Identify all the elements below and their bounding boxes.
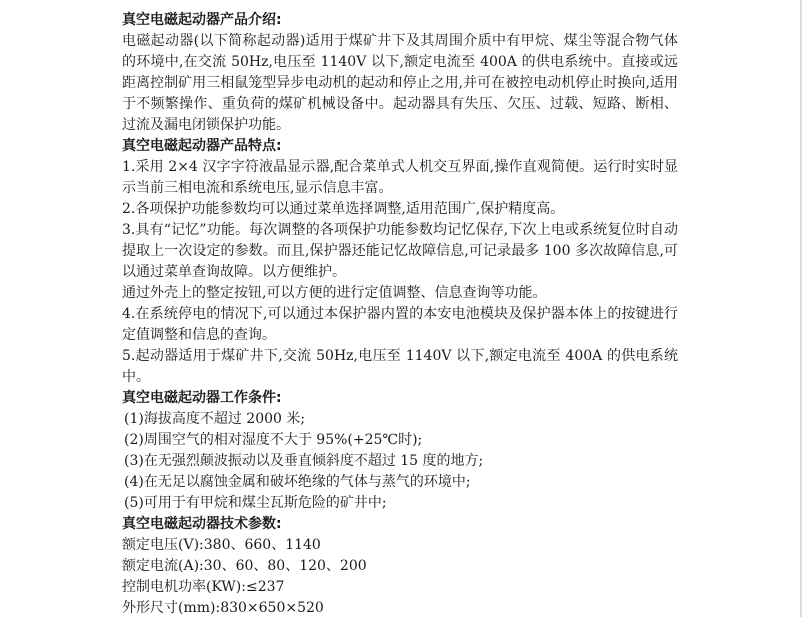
feature-item: 3.具有“记忆”功能。每次调整的各项保护功能参数均记忆保存,下次上电或系统复位时自动提取上一次设定的参数。而且,保护器还能记忆故障信息,可记录最多 100 多次故障信息,可以通过菜单查询故障。以方便维护。 bbox=[122, 222, 678, 280]
spec-rated-current: 额定电流(A):30、60、80、120、200 bbox=[122, 558, 367, 574]
spec-rated-voltage: 额定电压(V):380、660、1140 bbox=[122, 537, 321, 553]
feature-item: 5.起动器适用于煤矿井下,交流 50Hz,电压至 1140V 以下,额定电流至 400A 的供电系统中。 bbox=[122, 348, 678, 385]
condition-item: (3)在无强烈颠波振动以及垂直倾斜度不超过 15 度的地方; bbox=[124, 453, 484, 469]
heading-working-conditions: 真空电磁起动器工作条件: bbox=[122, 390, 282, 406]
spec-motor-power: 控制电机功率(KW):≤237 bbox=[122, 579, 285, 595]
document-page bbox=[122, 10, 678, 619]
condition-item: (1)海拔高度不超过 2000 米; bbox=[124, 411, 306, 427]
feature-item: 通过外壳上的整定按钮,可以方便的进行定值调整、信息查询等功能。 bbox=[122, 285, 547, 301]
heading-technical-parameters: 真空电磁起动器技术参数: bbox=[122, 516, 282, 532]
condition-item: (4)在无足以腐蚀金属和破坏绝缘的气体与蒸气的环境中; bbox=[124, 474, 471, 490]
heading-product-intro: 真空电磁起动器产品介绍: bbox=[122, 12, 282, 28]
condition-item: (5)可用于有甲烷和煤尘瓦斯危险的矿井中; bbox=[124, 495, 387, 511]
feature-item: 4.在系统停电的情况下,可以通过本保护器内置的本安电池模块及保护器本体上的按键进行定值调整和信息的查询。 bbox=[122, 306, 678, 343]
spec-dimensions: 外形尺寸(mm):830×650×520 bbox=[122, 600, 324, 616]
feature-item: 2.各项保护功能参数均可以通过菜单选择调整,适用范围广,保护精度高。 bbox=[122, 201, 565, 217]
feature-item: 1.采用 2×4 汉字字符液晶显示器,配合菜单式人机交互界面,操作直观简便。运行时实时显示当前三相电流和系统电压,显示信息丰富。 bbox=[122, 159, 678, 196]
condition-item: (2)周围空气的相对湿度不大于 95%(+25℃时); bbox=[124, 432, 423, 448]
product-intro-paragraph: 电磁起动器(以下简称起动器)适用于煤矿井下及其周围介质中有甲烷、煤尘等混合物气体的环境中,在交流 50Hz,电压至 1140V 以下,额定电流至 400A 的供电系统中。直接或远距离控制矿用三相鼠笼型异步电动机的起动和停止之用,并可在被控电动机停止时换向,适用于不频繁操作、重负荷的煤矿机械设备中。起动器具有失压、欠压、过载、短路、断相、过流及漏电闭锁保护功能。 bbox=[122, 33, 678, 133]
heading-product-features: 真空电磁起动器产品特点: bbox=[122, 138, 282, 154]
